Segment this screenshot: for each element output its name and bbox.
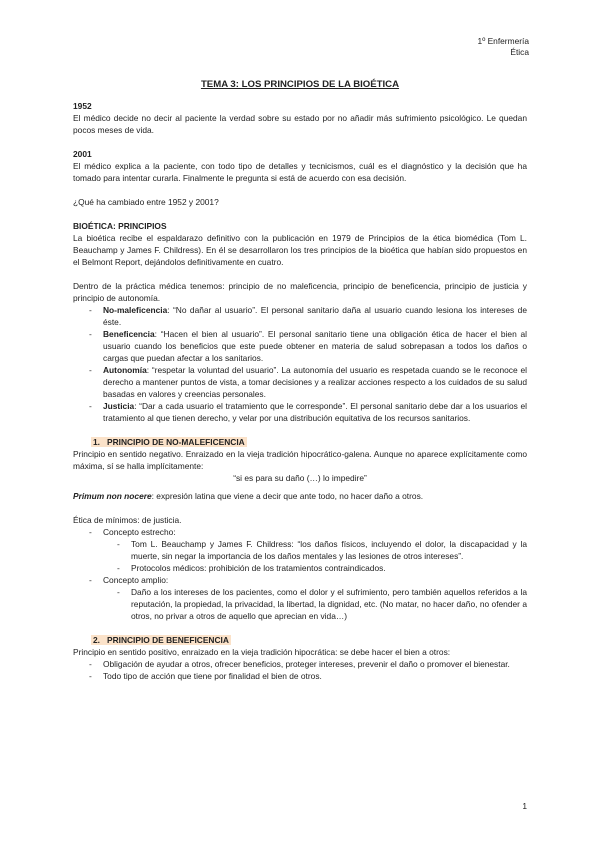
list-item: - Todo tipo de acción que tiene por finalidad el bien de otros. [73, 670, 527, 682]
list-item: - Concepto amplio: - Daño a los intereses de los pacientes, como el dolor y el sufrimiento, pero también aquellos referidos a la reputación, la propiedad, la privacidad, la libertad, la dignidad, etc. (No matar, no hacer daño, no ofender a otros, no privar a otros de aquello que aprecian en vida…) [73, 574, 527, 622]
section-1-text: Principio en sentido negativo. Enraizado en la vieja tradición hipocrático-galena. Aunque no aparece explícitamente como máxima, sí se halla implícitamente: [73, 449, 527, 471]
list-item: - No-maleficencia: “No dañar al usuario”. El personal sanitario daña al usuario cuando lesiona los intereses de éste. [73, 304, 527, 328]
comparison-question: ¿Qué ha cambiado entre 1952 y 2001? [73, 197, 219, 207]
list-item: - Daño a los intereses de los pacientes, como el dolor y el sufrimiento, pero también aquellos referidos a la reputación, la propiedad, la privacidad, la libertad, la dignidad, etc. (No matar, no hacer daño, no ofender a otros, no privar a otros de aquello que aprecian en vida…) [73, 586, 527, 622]
list-item: - Beneficencia: “Hacen el bien al usuario”. El personal sanitario tiene una obligación ética de hacer el bien al usuario cuando los beneficios que este puede obtener en materia de salud sobrepasan a todos los daños o cargas que puedan afectar a los sanitarios. [73, 328, 527, 364]
sub-list [73, 538, 527, 574]
document-title: TEMA 3: LOS PRINCIPIOS DE LA BIOÉTICA [200, 79, 400, 90]
practica-intro: Dentro de la práctica médica tenemos: principio de no maleficencia, principio de beneficencia, principio de justicia y principio de autonomía. [73, 281, 527, 303]
section-1-quote: “si es para su daño (…) lo impedire” [233, 473, 367, 483]
list-item: - Concepto estrecho: - Tom L. Beauchamp y James F. Childress: “los daños físicos, incluyendo el dolor, la discapacidad y la muerte, sin negar la importancia de los daños mentales y las lesiones de otros intereses”. - Protocolos médicos: prohibición de los tratamientos contraindicados. [73, 526, 527, 574]
header-subject: Ética [510, 47, 529, 57]
concepts-list [73, 526, 527, 622]
list-item: - Tom L. Beauchamp y James F. Childress: “los daños físicos, incluyendo el dolor, la discapacidad y la muerte, sin negar la importancia de los daños mentales y las lesiones de otros intereses”. [73, 538, 527, 562]
section-2-text: Principio en sentido positivo, enraizado en la vieja tradición hipocrática: se debe hacer el bien a otros: [73, 647, 451, 657]
header-course: 1º Enfermería [477, 36, 529, 46]
page-header [478, 36, 529, 58]
bioetica-text: La bioética recibe el espaldarazo definitivo con la publicación en 1979 de Principios de la ética biomédica (Tom L. Beauchamp y James F. Childress). En él se desarrollaron los tres principios de la bioética que habían sido propuestos en el Belmont Report, dejándolos definitivamente en cuatro. [73, 233, 527, 267]
list-item: - Justicia: “Dar a cada usuario el tratamiento que le corresponde”. El personal sanitario debe dar a los usuarios el tratamiento al que tienen derecho, y velar por una distribución equitativa de los recursos sanitarios. [73, 400, 527, 424]
list-item: - Autonomía: “respetar la voluntad del usuario”. La autonomía del usuario es respetada cuando se le reconoce el derecho a mantener puntos de vista, a tomar decisiones y a realizar acciones respecto a los cuidados de su salud basadas en valores y creencias personales. [73, 364, 527, 400]
document-body [73, 100, 527, 682]
principles-list [73, 304, 527, 424]
section-2-heading: 2. PRINCIPIO DE BENEFICENCIA [93, 635, 229, 645]
section-1-heading: 1. PRINCIPIO DE NO-MALEFICENCIA [93, 437, 245, 447]
list-item: - Protocolos médicos: prohibición de los tratamientos contraindicados. [73, 562, 527, 574]
case-2001-year: 2001 [73, 149, 92, 159]
primum-non-nocere: Primum non nocere: expresión latina que viene a decir que ante todo, no hacer daño a otros. [73, 491, 424, 501]
case-1952-year: 1952 [73, 101, 92, 111]
beneficencia-list [73, 658, 527, 682]
etica-minimos: Ética de mínimos: de justicia. [73, 515, 182, 525]
case-1952-text: El médico decide no decir al paciente la verdad sobre su estado por no añadir más sufrimiento psicológico. Le quedan pocos meses de vida. [73, 113, 527, 135]
sub-list [73, 586, 527, 622]
list-item: - Obligación de ayudar a otros, ofrecer beneficios, proteger intereses, prevenir el daño o promover el bienestar. [73, 658, 527, 670]
bioetica-heading: BIOÉTICA: PRINCIPIOS [73, 221, 167, 231]
case-2001-text: El médico explica a la paciente, con todo tipo de detalles y tecnicismos, cuál es el diagnóstico y la decisión que ha tomado para intentar curarla. Finalmente le pregunta si está de acuerdo con esa decisión. [73, 161, 527, 183]
page-number: 1 [522, 801, 527, 811]
